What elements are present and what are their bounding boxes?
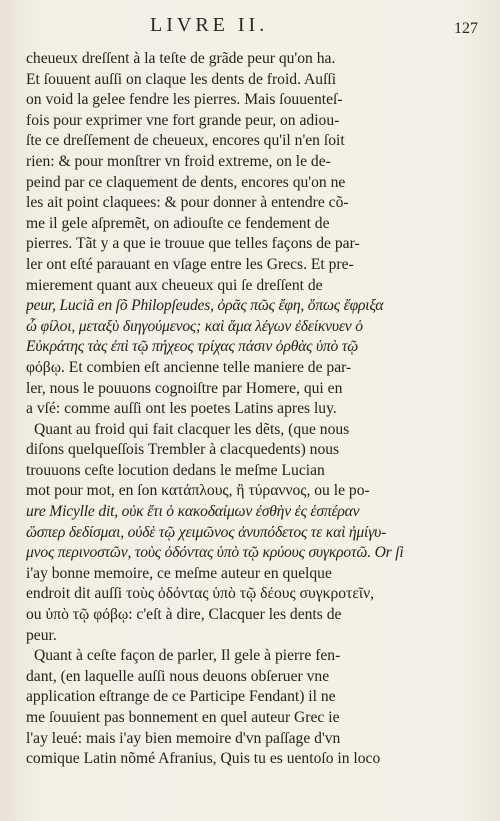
running-head — [0, 10, 500, 40]
page-number: 127 — [454, 20, 478, 37]
text-line: peur. — [26, 626, 57, 644]
text-line: fois pour exprimer vne fort grande peur, on adiou- — [26, 111, 340, 129]
text-line: l'ay leué: mais i'ay bien memoire d'vn paſſage d'vn — [26, 729, 341, 747]
text-line: Quant à ceſte façon de parler, Il gele à pierre fen- — [34, 647, 341, 665]
text-line: cheueux dreſſent à la teſte de grãde peur qu'on ha. — [26, 50, 336, 67]
text-line: application eſtrange de ce Participe Fendant) il ne — [26, 688, 336, 706]
text-line: peur, Luciã en ſõ Philopſeudes, ὀρᾶς πῶς ἔφη, ὅπως ἔφριξα — [26, 297, 384, 315]
text-line: trouuons ceſte locution dedans le meſme Lucian — [26, 461, 325, 479]
text-line: me ſouuient pas bonnement en quel auteur Grec ie — [26, 709, 340, 726]
text-line: mierement quant aux cheueux qui ſe dreſſent de — [26, 276, 323, 294]
text-line: on void la gelee fendre les pierres. Mais ſouuenteſ- — [26, 91, 343, 109]
text-line: μνος περινοστῶν, τοὺς ὀδόντας ὑπὸ τῷ κρύους συγκροτῶ. Or ſi — [26, 544, 404, 562]
text-line: ure Micylle dit, οὐκ ἔτι ὁ κακοδαίμων ἐσθὴν ἐς ἑσπέραν — [26, 503, 360, 521]
text-line: peind par ce claquement de dents, encores qu'on ne — [26, 173, 346, 191]
text-line: endroit dit auſſi τοὺς ὀδόντας ὑπὸ τῷ δέους συγκροτεῖν, — [26, 585, 375, 603]
text-line: ou ὑπὸ τῷ φόβῳ: c'eſt à dire, Clacquer les dents de — [26, 606, 342, 624]
text-line: ὦ φίλοι, μεταξὺ διηγούμενος; καὶ ἅμα λέγων ἐδείκνυεν ὁ — [26, 317, 363, 335]
text-line: diſons quelqueſſois Trembler à clacquedents) nous — [26, 441, 340, 459]
running-title: LIVRE II. — [150, 14, 269, 36]
text-line: comique Latin nõmé Afranius, Quis tu es uentoſo in loco — [26, 750, 381, 768]
text-line: Εὐκράτης τὰς ἐπὶ τῷ πήχεος τρίχας πάσιν ὀρθὰς ὑπὸ τῷ — [26, 338, 359, 356]
text-line: les ait point claquees: & pour donner à entendre cõ- — [26, 194, 349, 212]
text-line: ſte ce dreſſement de cheueux, encores qu'il n'en ſoit — [26, 132, 345, 150]
text-line: i'ay bonne memoire, ce meſme auteur en quelque — [26, 564, 332, 582]
text-line: pierres. Tãt y a que ie trouue que telles façons de par- — [26, 235, 360, 253]
text-line: a vſé: comme auſſi ont les poetes Latins apres luy. — [26, 400, 337, 418]
text-line: ὥσπερ δεδίσμαι, οὐδὲ τῷ χειμῶνος ἀνυπόδετος τε καὶ ἠμίγυ- — [26, 523, 387, 541]
text-line: dant, (en laquelle auſſi nous deuons obſeruer vne — [26, 667, 330, 685]
text-line: Et ſouuent auſſi on claque les dents de froid. Auſſi — [26, 70, 337, 88]
text-line: φόβῳ. Et combien eſt ancienne telle maniere de par- — [26, 358, 352, 376]
body-text — [26, 49, 478, 770]
text-line: ler, nous le pouuons cognoiſtre par Homere, qui en — [26, 379, 343, 397]
text-line: me il gele aſpremẽt, on adiouſte ce fendement de — [26, 214, 330, 232]
text-line: ler ont eſté parauant en vſage entre les Grecs. Et pre- — [26, 255, 354, 273]
text-line: Quant au froid qui fait clacquer les dẽts, (que nous — [34, 420, 350, 438]
text-line: rien: & pour monſtrer vn froid extreme, on le de- — [26, 152, 331, 170]
text-line: mot pour mot, en ſon κατάπλους, ἢ τύραννος, ou le po- — [26, 482, 370, 500]
